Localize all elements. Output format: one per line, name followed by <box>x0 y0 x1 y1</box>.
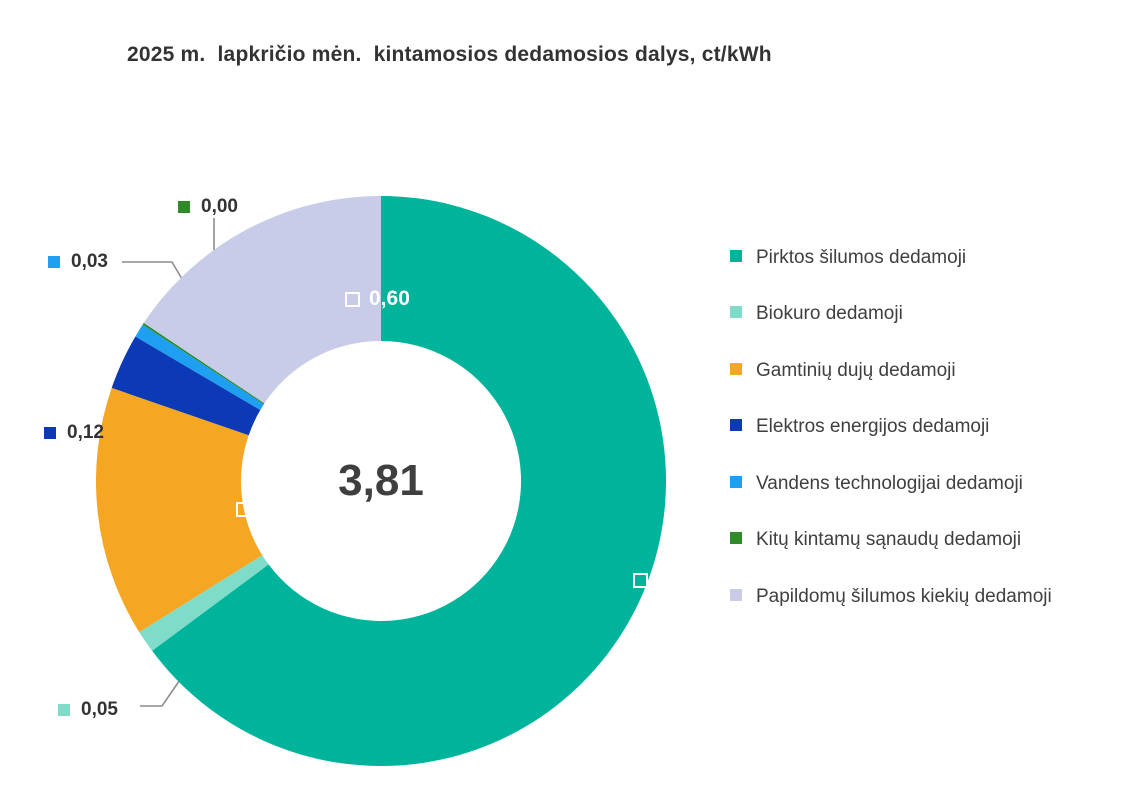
slice-label-value: 0,60 <box>369 287 410 310</box>
legend-item-label: Vandens technologijai dedamoji <box>756 472 1023 494</box>
callout-label-biokuro <box>58 699 118 721</box>
slice-label-papildomu-silumos-kiekiu <box>345 287 410 311</box>
legend-item-kitu-kintamu-sanaudu <box>730 525 1100 554</box>
legend-swatch-icon <box>730 306 742 318</box>
callout-value: 0,00 <box>201 196 238 217</box>
slice-label-pirktos-silumos <box>633 568 698 592</box>
legend-swatch-icon <box>730 476 742 488</box>
legend-item-papildomu-silumos-kiekiu <box>730 582 1100 611</box>
slice-label-value: 0,54 <box>260 497 301 520</box>
callout-label-kitu-kintamu-sanaudu <box>178 196 238 218</box>
callout-label-vandens-technologijai <box>48 251 108 273</box>
legend-item-pirktos-silumos <box>730 243 1100 272</box>
chart-legend <box>730 243 1100 638</box>
callout-label-elektros-energijos <box>44 422 104 444</box>
legend-item-label: Pirktos šilumos dedamoji <box>756 247 967 268</box>
page-title: 2025 m. lapkričio mėn. kintamosios dedamosios dalys, ct/kWh <box>127 43 772 66</box>
legend-item-biokuro <box>730 299 1100 328</box>
legend-item-label: Elektros energijos dedamoji <box>756 416 990 438</box>
legend-item-label: Gamtinių dujų dedamoji <box>756 359 956 381</box>
label-marker-icon <box>236 502 251 517</box>
center-total-value: 3,81 <box>338 456 424 505</box>
legend-swatch-icon <box>730 532 742 544</box>
callout-value: 0,05 <box>81 699 118 720</box>
callout-value: 0,03 <box>71 251 108 272</box>
slice-label-gamtiniu-duju <box>236 497 301 521</box>
legend-item-label: Kitų kintamų sąnaudų dedamoji <box>756 529 1022 551</box>
legend-item-label: Papildomų šilumos kiekių dedamoji <box>756 585 1052 607</box>
legend-swatch-icon <box>48 256 60 268</box>
donut-chart-svg <box>96 196 666 766</box>
legend-item-vandens-technologijai <box>730 469 1100 498</box>
legend-item-elektros-energijos <box>730 412 1100 441</box>
label-marker-icon <box>345 292 360 307</box>
legend-swatch-icon <box>730 363 742 375</box>
callout-value: 0,12 <box>67 422 104 443</box>
slice-label-value: 2,47 <box>657 568 698 591</box>
legend-swatch-icon <box>58 704 70 716</box>
legend-item-gamtiniu-duju <box>730 356 1100 385</box>
legend-swatch-icon <box>730 419 742 431</box>
legend-swatch-icon <box>730 589 742 601</box>
legend-swatch-icon <box>44 427 56 439</box>
label-marker-icon <box>633 573 648 588</box>
legend-item-label: Biokuro dedamoji <box>756 303 903 325</box>
donut-chart <box>96 196 666 766</box>
legend-swatch-icon <box>178 201 190 213</box>
legend-swatch-icon <box>730 250 742 262</box>
